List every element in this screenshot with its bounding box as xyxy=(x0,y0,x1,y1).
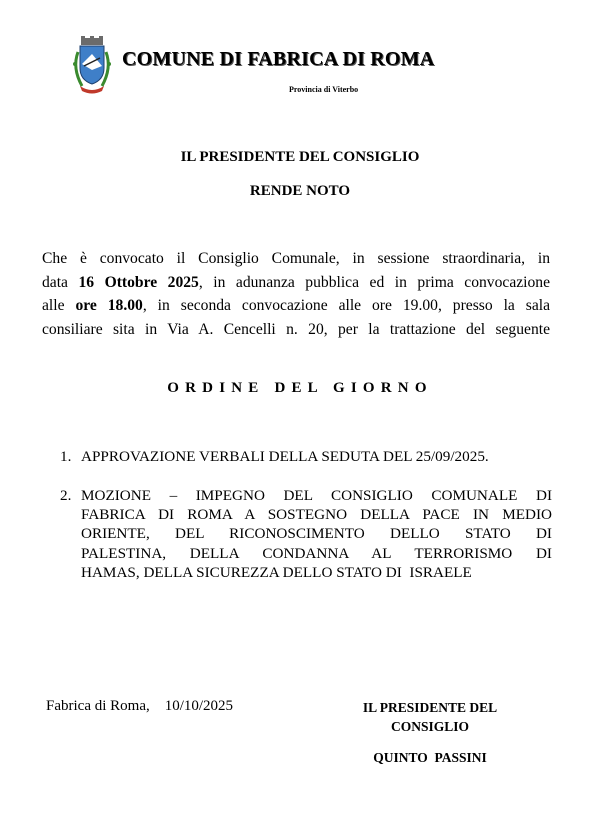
document-subtitle: RENDE NOTO xyxy=(249,183,351,199)
agenda-item-text: FABRICA DI ROMA A SOSTEGNO DELLA PACE IN MEDIO xyxy=(81,506,552,524)
place-and-date: Fabrica di Roma, 10/10/2025 xyxy=(46,698,234,714)
agenda-item-text: HAMAS, DELLA SICUREZZA DELLO STATO DI ISRAELE xyxy=(81,563,472,581)
agenda-item-number: 2. xyxy=(60,487,72,504)
intro-paragraph xyxy=(42,247,550,342)
agenda-item-text: ORIENTE, DEL RICONOSCIMENTO DELLO STATO DI xyxy=(81,525,552,543)
agenda-item-text: APPROVAZIONE VERBALI DELLA SEDUTA DEL 25/09/2025. xyxy=(81,448,489,465)
intro-line-3: alle ore 18.00, in seconda convocazione alle ore 19.00, presso la sala xyxy=(42,297,551,315)
signature-title: IL PRESIDENTE DEL CONSIGLIO xyxy=(362,700,498,734)
meeting-time: ore 18.00 xyxy=(75,297,143,315)
province-name: Provincia di Viterbo xyxy=(289,85,359,94)
signature-name: QUINTO PASSINI xyxy=(373,750,487,765)
document-title: IL PRESIDENTE DEL CONSIGLIO xyxy=(180,149,420,165)
agenda-item-number: 1. xyxy=(60,448,72,465)
intro-line-2: data 16 Ottobre 2025, in adunanza pubblica ed in prima convocazione xyxy=(42,273,551,291)
intro-line-4: consiliare sita in Via A. Cencelli n. 20, per la trattazione del seguente xyxy=(42,321,550,339)
intro-line-1: Che è convocato il Consiglio Comunale, in sessione straordinaria, in xyxy=(42,250,550,267)
agenda-item-text: PALESTINA, DELLA CONDANNA AL TERRORISMO DI xyxy=(81,544,552,562)
municipal-crest-icon xyxy=(70,36,114,96)
agenda-heading: ORDINE DEL GIORNO xyxy=(167,380,433,396)
meeting-date: 16 Ottobre 2025 xyxy=(78,273,199,291)
agenda-item-text: MOZIONE – IMPEGNO DEL CONSIGLIO COMUNALE DI xyxy=(81,487,552,504)
municipality-name: COMUNE DI FABRICA DI ROMA xyxy=(122,48,435,70)
